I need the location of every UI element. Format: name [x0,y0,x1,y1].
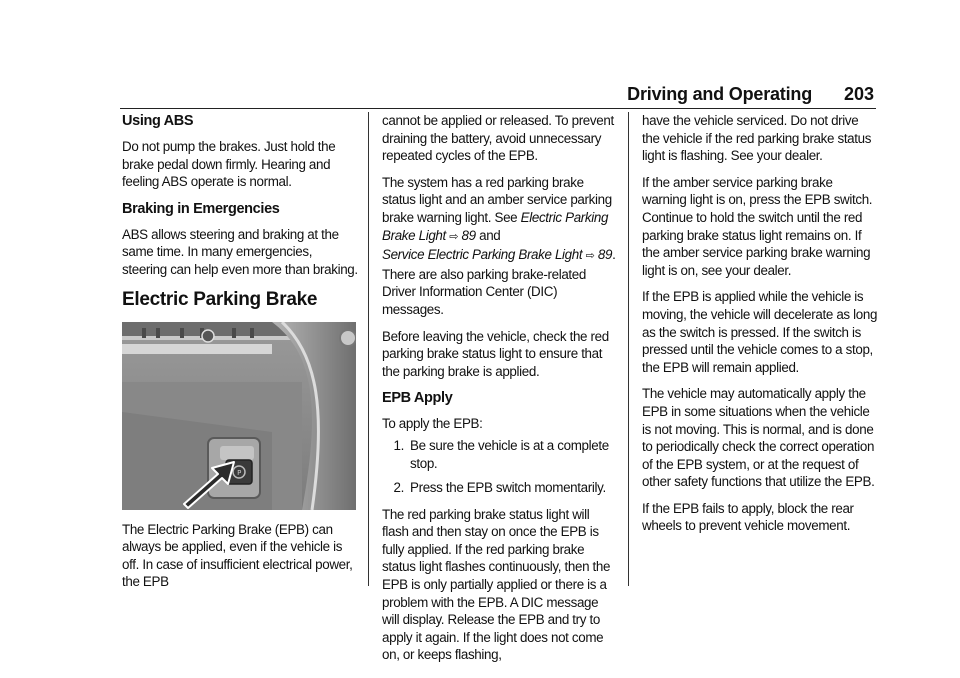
para-to-apply: To apply the EPB: [382,416,483,432]
column-3 [642,112,878,544]
page-number: 203 [843,84,874,104]
para-amber-warning: If the amber service parking brake warning light is on, press the EPB switch. Continue to hold the switch until the red parking brake status light remains on. If the amber service parking brake warning light is on, see your dealer. [642,174,873,278]
para-using-abs: Do not pump the brakes. Just hold the brake pedal down firmly. Hearing and feeling ABS operate is normal. [122,139,336,190]
list-item: 2. Press the EPB switch momentarily. [393,480,606,496]
heading-epb-apply: EPB Apply [382,390,453,407]
ref-page-2[interactable]: 89 [597,247,613,263]
column-2 [382,112,616,673]
para-before-leaving: Before leaving the vehicle, check the red parking brake status light to ensure that the parking brake is applied. [382,328,609,379]
para-applied-moving: If the EPB is applied while the vehicle is moving, the vehicle will decelerate as long as the switch is pressed. If the switch is pressed until the vehicle comes to a stop, the EPB will remain applied. [642,289,878,375]
heading-braking-emergencies: Braking in Emergencies [122,200,280,217]
para-automatic-apply: The vehicle may automatically apply the EPB in some situations when the vehicle is not moving. This is normal, and is done to periodically check the correct operation of the EPB system, or at the request of other safety functions that utilize the EPB. [642,386,875,490]
ref-service-parking-brake-light[interactable]: Service Electric Parking Brake Light [382,247,583,263]
para-epb-continued: cannot be applied or released. To prevent draining the battery, avoid unnecessary repeated cycles of the EPB. [382,113,614,164]
heading-using-abs: Using ABS [122,113,194,129]
page-ref-icon: ⇨ [585,250,595,263]
system-lights-text: The system has a red parking brake status light and an amber service parking brake warning light. See [382,174,612,225]
para-epb-fails: If the EPB fails to apply, block the rear wheels to prevent vehicle movement. [642,500,854,534]
column-divider-1 [368,112,369,586]
ref-page-1[interactable]: 89 [461,227,476,243]
column-1 [122,112,358,600]
para-braking-emergencies: ABS allows steering and braking at the same time. In many emergencies, steering can help even more than braking. [122,226,358,277]
apply-steps [382,437,616,497]
heading-electric-parking-brake: Electric Parking Brake [122,288,318,310]
column-divider-2 [628,112,629,586]
ref-and-text: and [479,227,501,243]
list-item: 1. Be sure the vehicle is at a complete stop. [393,437,609,471]
para-system-lights [382,174,616,319]
para-status-flash: The red parking brake status light will flash and then stay on once the EPB is fully applied. If the red parking brake status light flashes continuously, then the EPB is only partially applied or there is a problem with the EPB. A DIC message will display. Release the EPB and try to apply it again. If the light does not come on, or keeps flashing, [382,506,611,663]
epb-switch-photo [122,322,356,510]
ref-electric-parking-brake-light[interactable]: Electric Parking Brake Light [382,209,609,243]
page-header [0,84,960,108]
svg-text:P: P [237,468,241,477]
para-serviced: have the vehicle serviced. Do not drive the vehicle if the red parking brake status light is flashing. See your dealer. [642,113,872,164]
para-epb-intro: The Electric Parking Brake (EPB) can always be applied, even if the vehicle is off. In case of insufficient electrical power, the EPB [122,521,353,590]
section-title: Driving and Operating [627,84,812,104]
header-rule [120,108,876,109]
page-ref-icon: ⇨ [449,230,459,243]
system-lights-text-end: . There are also parking brake-related Driver Information Center (DIC) messages. [382,247,616,317]
